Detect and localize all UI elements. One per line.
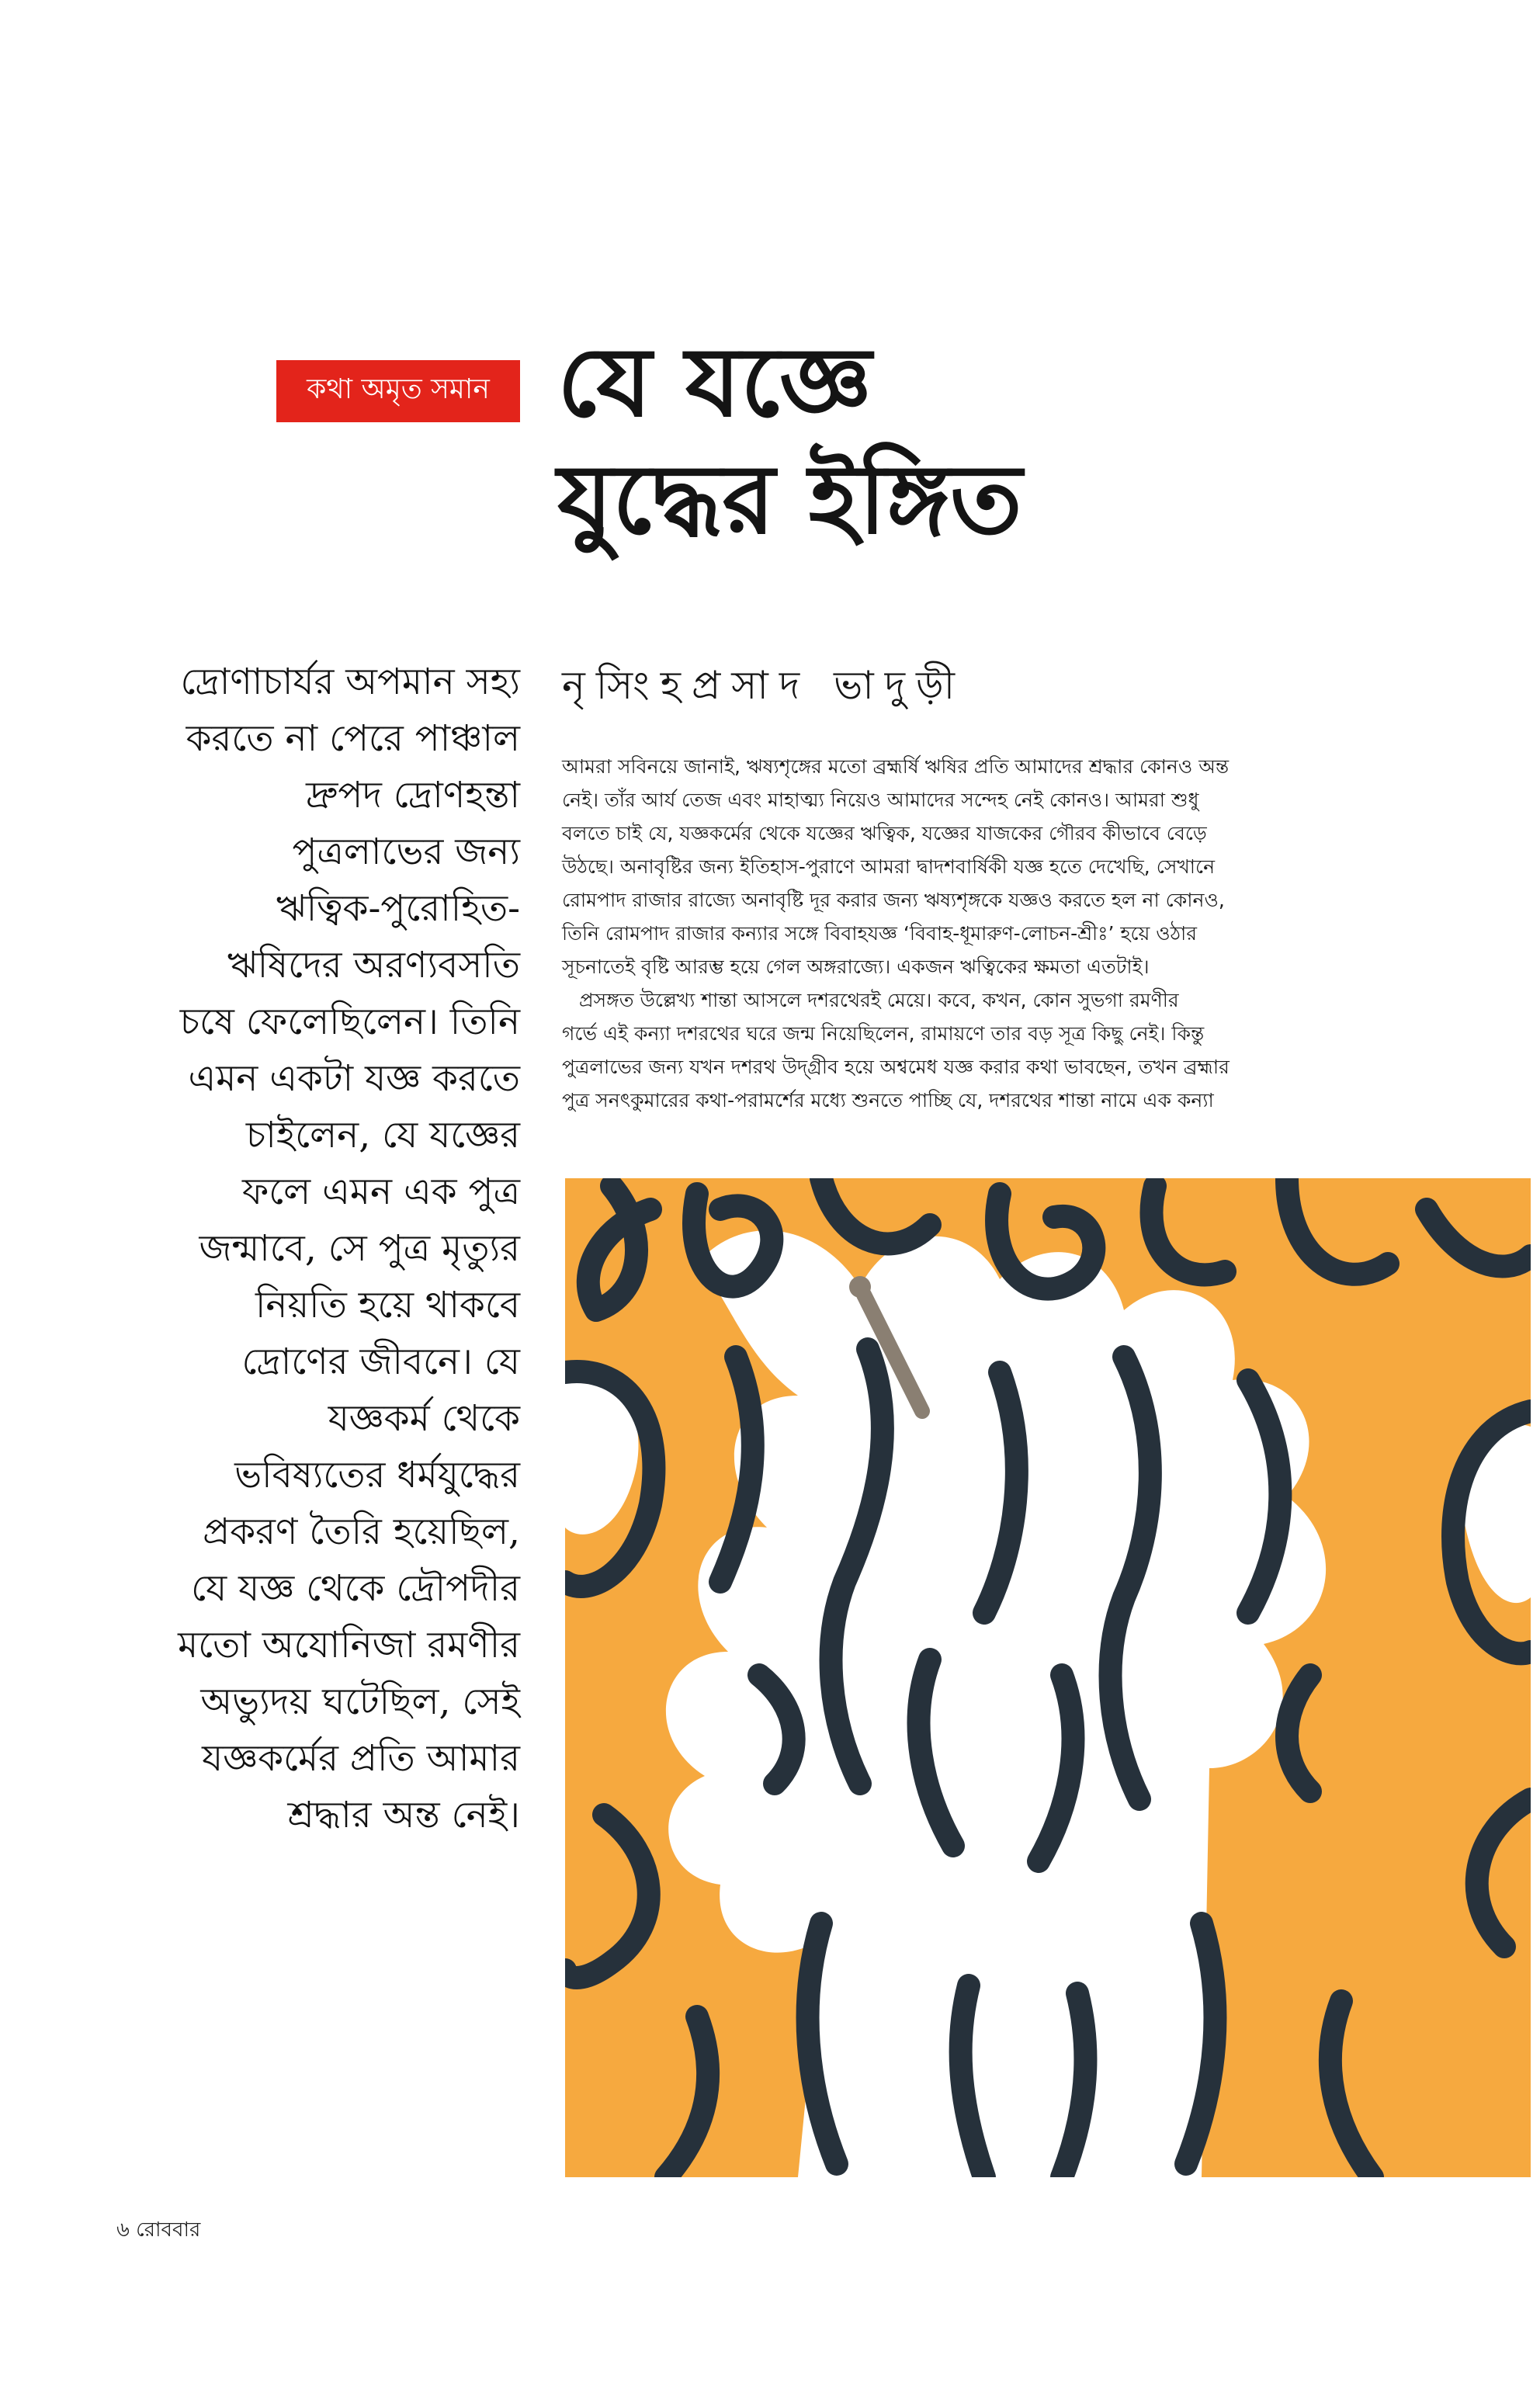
author-byline: নৃসিংহপ্রসাদ ভাদুড়ী <box>562 663 966 708</box>
pull-quote-line: চাইলেন, যে যজ্ঞের <box>245 1114 520 1157</box>
headline-line-2: যুদ্ধের ইঙ্গিত <box>557 444 1022 557</box>
pull-quote-line: যে যজ্ঞ থেকে দ্রৌপদীর <box>191 1567 520 1610</box>
body-line: রোমপাদ রাজার রাজ্যে অনাবৃষ্টি দূর করার জন্য ঋষ্যশৃঙ্গকে যজ্ঞও করতে হল না কোনও, <box>562 889 1225 911</box>
body-line: পুত্রলাভের জন্য যখন দশরথ উদ্‌গ্রীব হয়ে অশ্বমেধ যজ্ঞ করার কথা ভাবছেন, তখন ব্রহ্মার <box>562 1056 1230 1078</box>
body-line: প্রসঙ্গত উল্লেখ্য শান্তা আসলে দশরথেরই মেয়ে। কবে, কখন, কোন সুভগা রমণীর <box>579 989 1179 1011</box>
body-line: নেই। তাঁর আর্য তেজ এবং মাহাত্ম্য নিয়েও আমাদের সন্দেহ নেই কোনও। আমরা শুধু <box>562 789 1199 811</box>
body-line: পুত্র সনৎকুমারের কথা-পরামর্শের মধ্যে শুনতে পাচ্ছি যে, দশরথের শান্তা নামে এক কন্যা <box>562 1089 1214 1112</box>
body-line: সূচনাতেই বৃষ্টি আরম্ভ হয়ে গেল অঙ্গরাজ্যে। একজন ঋত্বিকের ক্ষমতা এতটাই। <box>562 955 1150 978</box>
pull-quote-line: দ্রুপদ দ্রোণহন্তা <box>306 774 520 817</box>
pull-quote-line: যজ্ঞকর্ম থেকে <box>328 1397 520 1440</box>
pull-quote-line: ভবিষ্যতের ধর্মযুদ্ধের <box>234 1454 520 1496</box>
pull-quote-line: মতো অযোনিজা রমণীর <box>178 1624 520 1666</box>
pull-quote-line: করতে না পেরে পাঞ্চাল <box>186 717 520 760</box>
pull-quote-line: শ্রদ্ধার অন্ত নেই। <box>287 1794 520 1836</box>
pull-quote-line: প্রকরণ তৈরি হয়েছিল, <box>203 1510 520 1553</box>
pull-quote-line: ঋত্বিক-পুরোহিত- <box>276 887 520 930</box>
pull-quote-line: এমন একটা যজ্ঞ করতে <box>188 1057 520 1100</box>
pull-quote-line: ঋষিদের অরণ্যবসতি <box>227 944 520 987</box>
pull-quote-line: দ্রোণাচার্যর অপমান সহ্য <box>180 661 520 703</box>
body-line: গর্ভে এই কন্যা দশরথের ঘরে জন্ম নিয়েছিলেন, রামায়ণে তার বড় সূত্র কিছু নেই। কিন্তু <box>562 1022 1205 1045</box>
page-folio: ৬ রোববার <box>116 2218 201 2242</box>
article-body <box>562 750 1526 1117</box>
yajna-illustration <box>565 1178 1531 2177</box>
body-line: বলতে চাই যে, যজ্ঞকর্মের থেকে যজ্ঞের ঋত্বিক, যজ্ঞের যাজকের গৌরব কীভাবে বেড়ে <box>562 822 1207 844</box>
pull-quote-line: যজ্ঞকর্মের প্রতি আমার <box>202 1737 520 1780</box>
body-line: তিনি রোমপাদ রাজার কন্যার সঙ্গে বিবাহযজ্ঞ ‘বিবাহ-ধূমারুণ-লোচন-শ্রীঃ’ হয়ে ওঠার <box>562 922 1198 945</box>
pull-quote-line: চষে ফেলেছিলেন। তিনি <box>179 1001 520 1043</box>
pull-quote-line: ফলে এমন এক পুত্র <box>241 1170 520 1213</box>
ladle-head <box>849 1276 871 1298</box>
body-line: উঠছে। অনাবৃষ্টির জন্য ইতিহাস-পুরাণে আমরা দ্বাদশবার্ষিকী যজ্ঞ হতে দেখেছি, সেখানে <box>562 855 1215 878</box>
body-line: আমরা সবিনয়ে জানাই, ঋষ্যশৃঙ্গের মতো ব্রহ্মর্ষি ঋষির প্রতি আমাদের শ্রদ্ধার কোনও অন্ত <box>562 755 1230 778</box>
section-tag: কথা অমৃত সমান <box>276 360 520 422</box>
illustration-art <box>565 1178 1531 2177</box>
pull-quote <box>116 654 520 1843</box>
pull-quote-line: দ্রোণের জীবনে। যে <box>241 1340 520 1383</box>
headline-line-1: যে যজ্ঞে <box>557 327 872 439</box>
pull-quote-line: অভ্যুদয় ঘটেছিল, সেই <box>200 1680 520 1723</box>
pull-quote-line: পুত্রলাভের জন্য <box>292 831 520 873</box>
pull-quote-line: নিয়তি হয়ে থাকবে <box>255 1284 520 1327</box>
pull-quote-line: জন্মাবে, সে পুত্র মৃত্যুর <box>199 1227 520 1270</box>
headline <box>557 324 1520 560</box>
